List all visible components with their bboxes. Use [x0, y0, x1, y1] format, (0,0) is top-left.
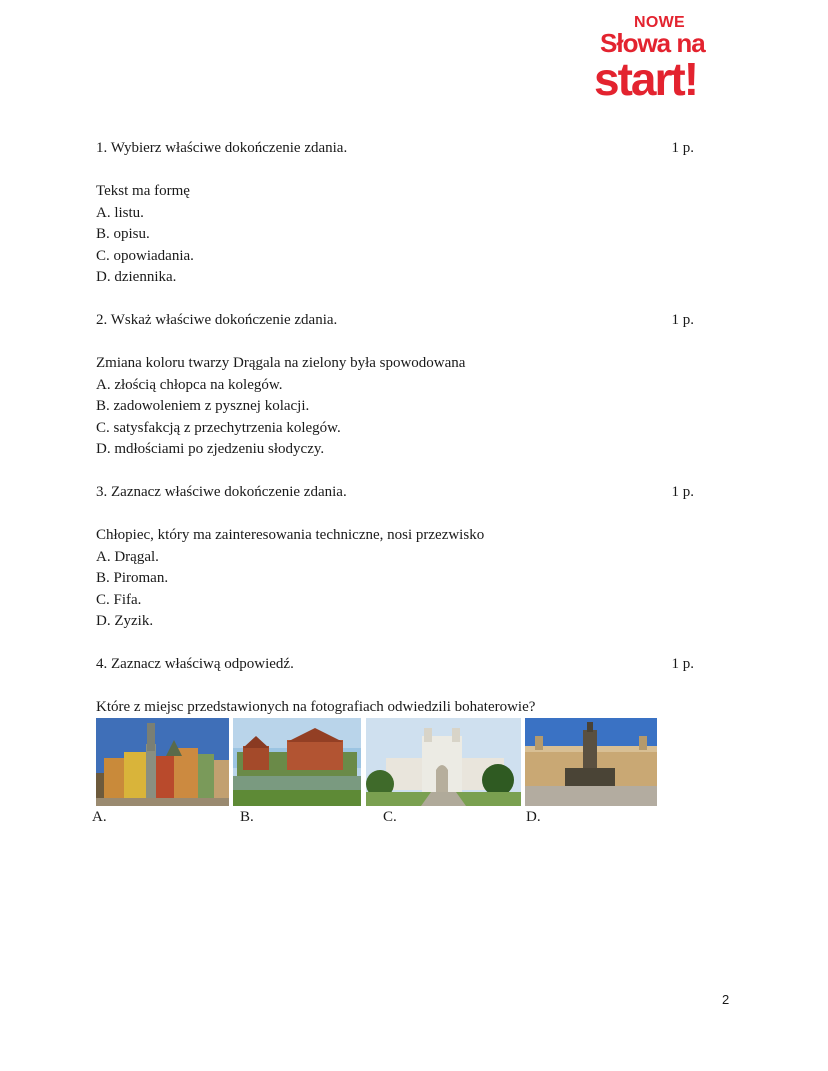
photo-label-b[interactable]: B.: [240, 809, 254, 825]
question-2-title: 2. Wskaż właściwe dokończenie zdania.: [96, 312, 338, 328]
question-4-header: [96, 654, 696, 676]
page-number: 2: [722, 992, 730, 1007]
question-2-points: 1 p.: [671, 312, 694, 328]
logo-nowe: NOWE: [634, 14, 685, 31]
question-2-option-d[interactable]: D. mdłościami po zjedzeniu słodyczy.: [96, 441, 325, 457]
photo-c-lublin-castle[interactable]: [366, 718, 521, 806]
worksheet-content: [96, 138, 696, 719]
question-2-option-b[interactable]: B. zadowoleniem z pysznej kolacji.: [96, 398, 310, 414]
question-4-stem: Które z miejsc przedstawionych na fotografiach odwiedzili bohaterowie?: [96, 699, 536, 715]
photo-row: [96, 718, 696, 806]
brand-logo: [590, 12, 730, 104]
photo-b-malbork-castle[interactable]: [233, 718, 361, 806]
photo-label-c[interactable]: C.: [383, 809, 397, 825]
question-3-option-d[interactable]: D. Zyzik.: [96, 613, 154, 629]
photo-a-warsaw-old-town[interactable]: [96, 718, 229, 806]
question-1-stem: Tekst ma formę: [96, 183, 190, 199]
question-1-title: 1. Wybierz właściwe dokończenie zdania.: [96, 140, 348, 156]
question-3-title: 3. Zaznacz właściwe dokończenie zdania.: [96, 484, 347, 500]
question-1-header: [96, 138, 696, 160]
question-4-points: 1 p.: [671, 656, 694, 672]
question-1-option-b[interactable]: B. opisu.: [96, 226, 150, 242]
question-2-header: [96, 310, 696, 332]
question-2-stem: Zmiana koloru twarzy Drągala na zielony była spowodowana: [96, 355, 466, 371]
question-3-option-a[interactable]: A. Drągal.: [96, 548, 159, 565]
question-3-stem: Chłopiec, który ma zainteresowania techniczne, nosi przezwisko: [96, 527, 485, 543]
question-1-option-a[interactable]: A. listu.: [96, 204, 144, 221]
question-1-option-c[interactable]: C. opowiadania.: [96, 247, 194, 264]
question-1-points: 1 p.: [671, 140, 694, 156]
question-3-points: 1 p.: [671, 484, 694, 500]
question-3-header: [96, 482, 696, 504]
question-2-option-c[interactable]: C. satysfakcją z przechytrzenia kolegów.: [96, 419, 341, 436]
photo-label-d[interactable]: D.: [526, 809, 541, 825]
question-3-option-c[interactable]: C. Fifa.: [96, 591, 142, 608]
logo-start: start!: [594, 53, 698, 105]
question-1-option-d[interactable]: D. dziennika.: [96, 269, 177, 285]
question-4-title: 4. Zaznacz właściwą odpowiedź.: [96, 656, 294, 672]
photo-d-krakow-cloth-hall[interactable]: [525, 718, 657, 806]
question-2-option-a[interactable]: A. złością chłopca na kolegów.: [96, 376, 283, 393]
question-3-option-b[interactable]: B. Piroman.: [96, 570, 169, 586]
logo-slowa-na: Słowa na: [600, 28, 705, 58]
photo-label-a[interactable]: A.: [92, 809, 107, 825]
